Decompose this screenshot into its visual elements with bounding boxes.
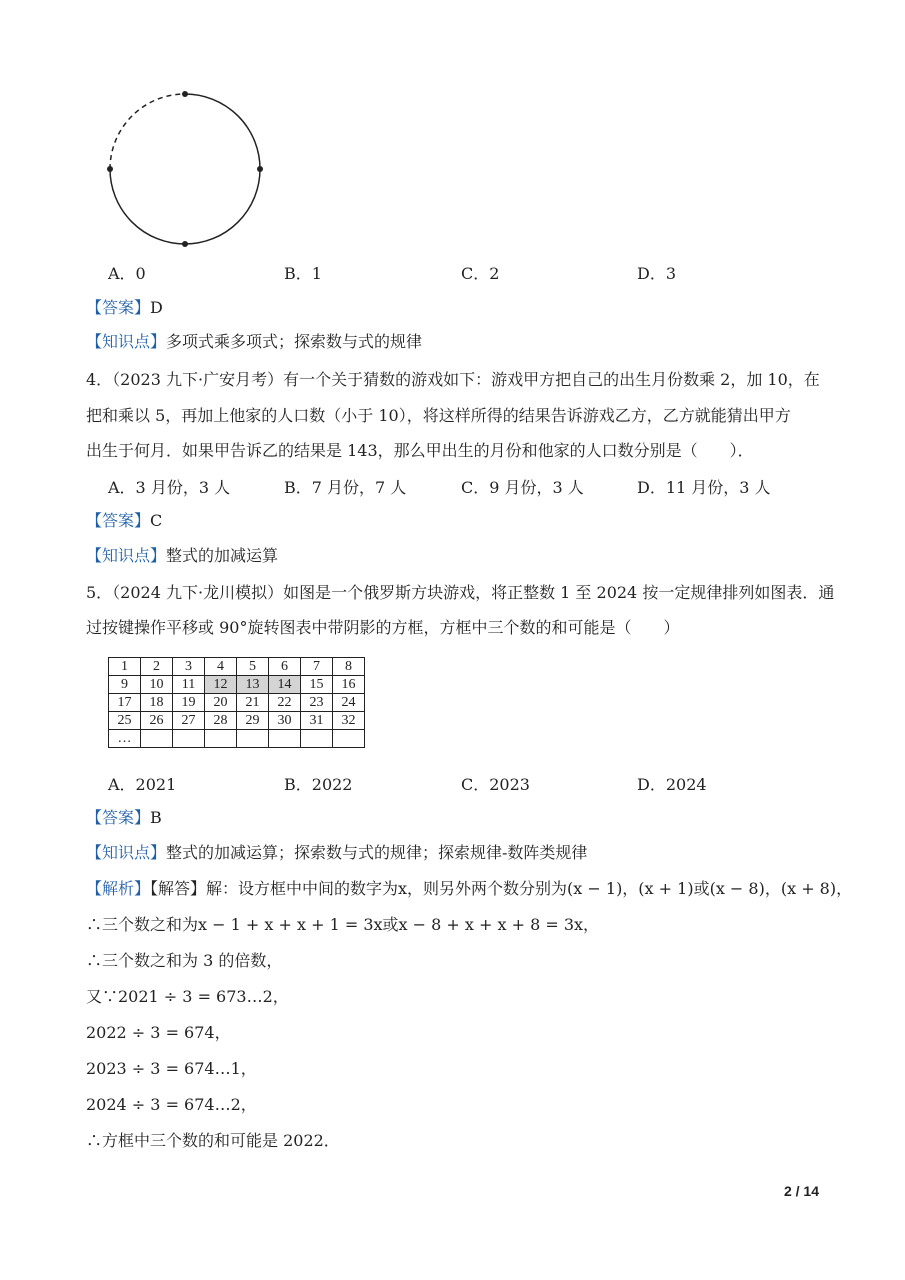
table-cell: 30 xyxy=(269,712,301,730)
table-cell xyxy=(269,730,301,748)
q3-answer xyxy=(86,297,163,319)
shaded-cell: 13 xyxy=(237,676,269,694)
table-cell: 1 xyxy=(109,658,141,676)
q4-option-d: D．11 月份，3 人 xyxy=(637,478,771,497)
knowledge-text: 多项式乘多项式；探索数与式的规律 xyxy=(166,332,423,351)
table-cell: 7 xyxy=(301,658,333,676)
q3-knowledge-point xyxy=(86,331,422,353)
q3-option-b: B．1 xyxy=(284,264,322,283)
point-top xyxy=(182,91,188,97)
q5-text-line-2: 过按键操作平移或 90°旋转图表中带阴影的方框，方框中三个数的和可能是（ ） xyxy=(86,618,680,637)
q5-option-d: D．2024 xyxy=(637,775,707,794)
table-row xyxy=(109,694,365,712)
q5-analysis-line-2: ∴三个数之和为x − 1 + x + x + 1 = 3x或x − 8 + x + x + 8 = 3x， xyxy=(86,915,600,934)
table-cell xyxy=(205,730,237,748)
shaded-cell: 12 xyxy=(205,676,237,694)
q5-answer xyxy=(86,807,162,829)
q4-knowledge-point xyxy=(86,545,278,567)
q5-analysis-line-4: 又∵2021 ÷ 3 = 673…2， xyxy=(86,987,289,1006)
knowledge-text: 整式的加减运算 xyxy=(166,546,279,565)
knowledge-tag: 【知识点】 xyxy=(86,843,167,862)
table-row xyxy=(109,730,365,748)
answer-tag: 【答案】 xyxy=(86,511,151,530)
table-cell: 4 xyxy=(205,658,237,676)
table-cell: 26 xyxy=(141,712,173,730)
circle-figure xyxy=(100,86,270,252)
table-row xyxy=(109,712,365,730)
q5-analysis-line-6: 2023 ÷ 3 = 674…1， xyxy=(86,1059,257,1078)
table-cell: 27 xyxy=(173,712,205,730)
table-cell: 29 xyxy=(237,712,269,730)
point-right xyxy=(257,166,263,172)
table-cell xyxy=(301,730,333,748)
table-cell: 24 xyxy=(333,694,365,712)
q5-option-b: B．2022 xyxy=(284,775,353,794)
answer-value: B xyxy=(150,808,162,827)
answer-tag: 【答案】 xyxy=(86,298,151,317)
table-cell: 5 xyxy=(237,658,269,676)
answer-value: C xyxy=(150,511,163,530)
q5-option-c: C．2023 xyxy=(461,775,530,794)
table-cell: 22 xyxy=(269,694,301,712)
table-cell: 20 xyxy=(205,694,237,712)
knowledge-tag: 【知识点】 xyxy=(86,546,167,565)
q4-text-line-1: 4．（2023 九下·广安月考）有一个关于猜数的游戏如下：游戏甲方把自己的出生月份数乘 2，加 10，在 xyxy=(86,370,820,389)
q4-option-b: B．7 月份，7 人 xyxy=(284,478,407,497)
table-cell: 11 xyxy=(173,676,205,694)
table-cell: 19 xyxy=(173,694,205,712)
point-bottom xyxy=(182,241,188,247)
q3-option-d: D．3 xyxy=(637,264,677,283)
table-cell: 2 xyxy=(141,658,173,676)
table-cell: 18 xyxy=(141,694,173,712)
circle-dashed-arc xyxy=(110,94,185,169)
table-cell: 15 xyxy=(301,676,333,694)
number-grid-table xyxy=(108,657,365,748)
q3-option-a: A．0 xyxy=(108,264,146,283)
table-row xyxy=(109,676,365,694)
table-cell: 32 xyxy=(333,712,365,730)
page-number: 2 / 14 xyxy=(783,1183,819,1199)
q5-analysis-line-8: ∴方框中三个数的和可能是 2022． xyxy=(86,1131,340,1150)
table-cell: 3 xyxy=(173,658,205,676)
table-cell xyxy=(333,730,365,748)
table-cell: 10 xyxy=(141,676,173,694)
table-cell: 16 xyxy=(333,676,365,694)
q5-knowledge-point xyxy=(86,842,587,864)
q5-analysis-line-1 xyxy=(86,878,852,900)
table-cell: 21 xyxy=(237,694,269,712)
table-cell xyxy=(141,730,173,748)
shaded-cell: 14 xyxy=(269,676,301,694)
table-cell: 23 xyxy=(301,694,333,712)
q5-option-a: A．2021 xyxy=(108,775,177,794)
knowledge-text: 整式的加减运算；探索数与式的规律；探索规律-数阵类规律 xyxy=(166,843,588,862)
q5-analysis-line-3: ∴三个数之和为 3 的倍数， xyxy=(86,951,283,970)
point-left xyxy=(107,166,113,172)
circle-solid-arc xyxy=(110,94,260,244)
table-cell: 6 xyxy=(269,658,301,676)
q4-option-a: A．3 月份，3 人 xyxy=(108,478,231,497)
analysis-tag: 【解析】 xyxy=(86,879,151,898)
q4-option-c: C．9 月份，3 人 xyxy=(461,478,584,497)
table-cell: 28 xyxy=(205,712,237,730)
q4-answer xyxy=(86,510,162,532)
answer-value: D xyxy=(150,298,163,317)
table-cell xyxy=(237,730,269,748)
table-cell: 25 xyxy=(109,712,141,730)
knowledge-tag: 【知识点】 xyxy=(86,332,167,351)
table-cell xyxy=(173,730,205,748)
analysis-text: 【解答】解：设方框中中间的数字为x，则另外两个数分别为(x − 1)，(x + 1)或(x − 8)，(x + 8)， xyxy=(150,879,853,898)
table-cell: 8 xyxy=(333,658,365,676)
q5-text-line-1: 5．（2024 九下·龙川模拟）如图是一个俄罗斯方块游戏，将正整数 1 至 2024 按一定规律排列如图表．通 xyxy=(86,583,835,602)
q4-text-line-2: 把和乘以 5，再加上他家的人口数（小于 10），将这样所得的结果告诉游戏乙方，乙方就能猜出甲方 xyxy=(86,406,791,425)
table-cell: … xyxy=(109,730,141,748)
q5-analysis-line-7: 2024 ÷ 3 = 674…2， xyxy=(86,1095,257,1114)
q4-text-line-3: 出生于何月．如果甲告诉乙的结果是 143，那么甲出生的月份和他家的人口数分别是（ ）． xyxy=(86,441,754,460)
q5-analysis-line-5: 2022 ÷ 3 = 674， xyxy=(86,1023,231,1042)
answer-tag: 【答案】 xyxy=(86,808,151,827)
q3-option-c: C．2 xyxy=(461,264,500,283)
table-cell: 31 xyxy=(301,712,333,730)
table-cell: 9 xyxy=(109,676,141,694)
table-cell: 17 xyxy=(109,694,141,712)
table-row xyxy=(109,658,365,676)
